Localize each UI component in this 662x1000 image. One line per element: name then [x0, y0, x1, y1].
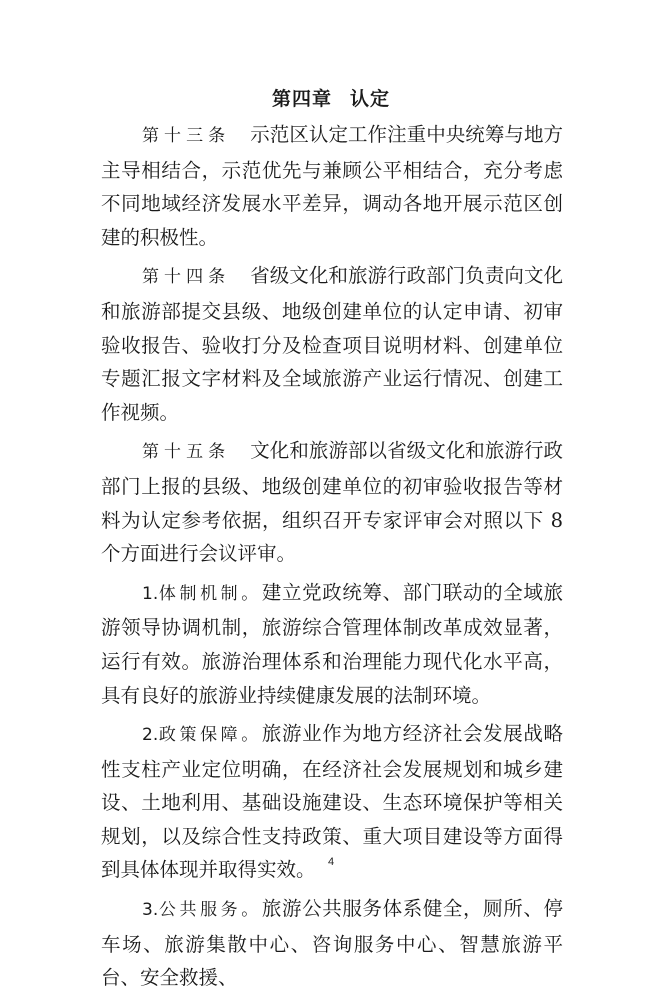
page-number: 4: [327, 856, 335, 868]
item-title: 政策保障。: [158, 725, 262, 746]
article-label: 第十五条: [142, 442, 231, 463]
article-label: 第十四条: [142, 267, 231, 288]
item-text: 建立党政统筹、部门联动的全域旅游领导协调机制，旅游综合管理体制改革成效显著，运行有效。旅游治理体系和治理能力现代化水平高，具有良好的旅游业持续健康发展的法制环境。: [101, 580, 563, 707]
item-3: [101, 892, 563, 995]
chapter-heading: [0, 86, 662, 112]
article-text: 省级文化和旅游行政部门负责向文化和旅游部提交县级、地级创建单位的认定申请、初审验收报告、验收打分及检查项目说明材料、创建单位专题汇报文字材料及全域旅游产业运行情况、创建工作视频。: [101, 264, 563, 424]
chapter-title: 认定: [350, 88, 391, 110]
article-15: [101, 434, 563, 570]
item-text: 旅游公共服务体系健全，厕所、停车场、旅游集散中心、咨询服务中心、智慧旅游平台、安全救援、: [101, 897, 563, 990]
article-13: [101, 118, 563, 254]
article-text: 示范区认定工作注重中央统筹与地方主导相结合，示范优先与兼顾公平相结合，充分考虑不同地域经济发展水平差异，调动各地开展示范区创建的积极性。: [101, 123, 563, 249]
chapter-number: 第四章: [271, 88, 332, 110]
item-number: 2.: [142, 725, 159, 746]
item-number: 3.: [142, 900, 159, 921]
item-1: [101, 576, 563, 712]
item-title: 公共服务。: [158, 900, 262, 921]
item-title: 体制机制。: [158, 583, 262, 604]
article-label: 第十三条: [142, 126, 231, 146]
article-text: 文化和旅游部以省级文化和旅游行政部门上报的县级、地级创建单位的初审验收报告等材料为认定参考依据，组织召开专家评审会对照以下 8 个方面进行会议评审。: [101, 439, 563, 566]
item-text: 旅游业作为地方经济社会发展战略性支柱产业定位明确，在经济社会发展规划和城乡建设、土地利用、基础设施建设、生态环境保护等相关规划，以及综合性支持政策、重大项目建设等方面得到具体体现并取得实效。: [101, 722, 563, 882]
article-14: [101, 259, 563, 429]
item-number: 1.: [142, 583, 159, 604]
